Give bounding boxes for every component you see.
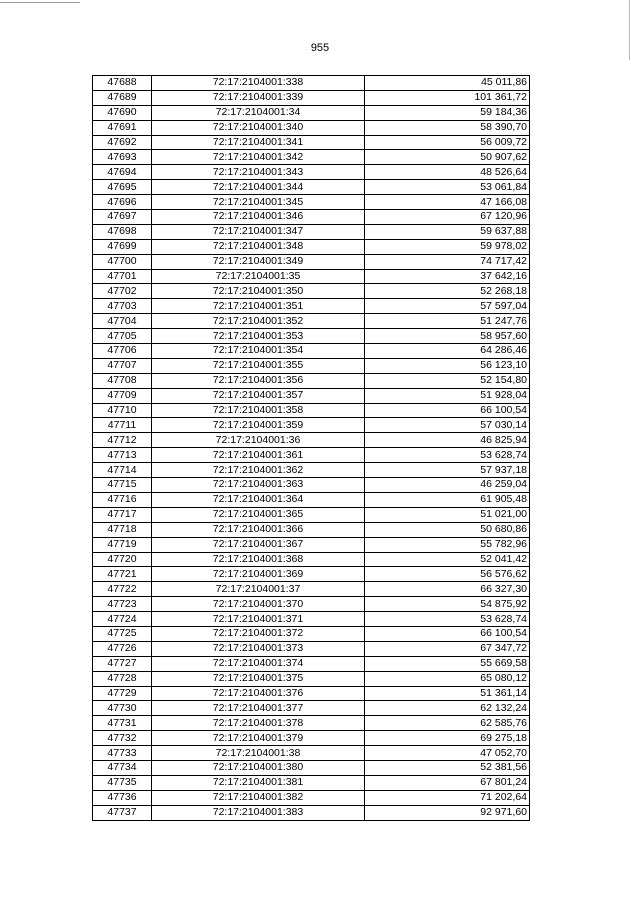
cadastral-number-cell: 72:17:2104001:367 (152, 537, 365, 552)
cadastral-number-cell: 72:17:2104001:372 (152, 626, 365, 641)
table-row (93, 671, 530, 686)
row-number-cell: 47691 (93, 120, 152, 135)
value-cell: 71 202,64 (365, 790, 530, 805)
row-number-cell: 47690 (93, 105, 152, 120)
cadastral-number-cell: 72:17:2104001:349 (152, 254, 365, 269)
value-cell: 53 628,74 (365, 612, 530, 627)
value-cell: 55 669,58 (365, 656, 530, 671)
row-number-cell: 47715 (93, 478, 152, 493)
value-cell: 64 286,46 (365, 344, 530, 359)
table-body (93, 76, 530, 821)
row-number-cell: 47688 (93, 76, 152, 91)
row-number-cell: 47734 (93, 760, 152, 775)
value-cell: 67 347,72 (365, 641, 530, 656)
cadastral-number-cell: 72:17:2104001:346 (152, 210, 365, 225)
value-cell: 58 957,60 (365, 329, 530, 344)
table-row (93, 463, 530, 478)
row-number-cell: 47719 (93, 537, 152, 552)
row-number-cell: 47729 (93, 686, 152, 701)
value-cell: 67 120,96 (365, 210, 530, 225)
table-row (93, 224, 530, 239)
table-row (93, 507, 530, 522)
row-number-cell: 47732 (93, 731, 152, 746)
value-cell: 56 009,72 (365, 135, 530, 150)
table-row (93, 731, 530, 746)
row-number-cell: 47696 (93, 195, 152, 210)
cadastral-number-cell: 72:17:2104001:355 (152, 358, 365, 373)
row-number-cell: 47721 (93, 567, 152, 582)
cadastral-number-cell: 72:17:2104001:345 (152, 195, 365, 210)
row-number-cell: 47727 (93, 656, 152, 671)
cadastral-number-cell: 72:17:2104001:358 (152, 403, 365, 418)
row-number-cell: 47717 (93, 507, 152, 522)
cadastral-number-cell: 72:17:2104001:37 (152, 582, 365, 597)
row-number-cell: 47703 (93, 299, 152, 314)
table-row (93, 552, 530, 567)
scan-artifact-line (0, 2, 80, 3)
row-number-cell: 47716 (93, 492, 152, 507)
table-row (93, 805, 530, 820)
cadastral-number-cell: 72:17:2104001:380 (152, 760, 365, 775)
cadastral-number-cell: 72:17:2104001:38 (152, 746, 365, 761)
table-row (93, 373, 530, 388)
row-number-cell: 47707 (93, 358, 152, 373)
cadastral-number-cell: 72:17:2104001:350 (152, 284, 365, 299)
value-cell: 57 937,18 (365, 463, 530, 478)
row-number-cell: 47695 (93, 180, 152, 195)
table-row (93, 120, 530, 135)
value-cell: 47 166,08 (365, 195, 530, 210)
cadastral-number-cell: 72:17:2104001:341 (152, 135, 365, 150)
cadastral-number-cell: 72:17:2104001:363 (152, 478, 365, 493)
cadastral-number-cell: 72:17:2104001:354 (152, 344, 365, 359)
value-cell: 61 905,48 (365, 492, 530, 507)
table-row (93, 195, 530, 210)
cadastral-number-cell: 72:17:2104001:379 (152, 731, 365, 746)
cadastral-number-cell: 72:17:2104001:359 (152, 418, 365, 433)
row-number-cell: 47736 (93, 790, 152, 805)
value-cell: 53 628,74 (365, 448, 530, 463)
cadastral-number-cell: 72:17:2104001:352 (152, 314, 365, 329)
value-cell: 50 680,86 (365, 522, 530, 537)
table-row (93, 254, 530, 269)
table-row (93, 582, 530, 597)
table-row (93, 641, 530, 656)
value-cell: 59 637,88 (365, 224, 530, 239)
cadastral-value-table (92, 75, 530, 821)
value-cell: 51 361,14 (365, 686, 530, 701)
table-row (93, 135, 530, 150)
table-row (93, 597, 530, 612)
cadastral-number-cell: 72:17:2104001:340 (152, 120, 365, 135)
table-row (93, 716, 530, 731)
row-number-cell: 47723 (93, 597, 152, 612)
table-row (93, 210, 530, 225)
table-row (93, 448, 530, 463)
value-cell: 56 123,10 (365, 358, 530, 373)
value-cell: 57 597,04 (365, 299, 530, 314)
row-number-cell: 47705 (93, 329, 152, 344)
row-number-cell: 47735 (93, 775, 152, 790)
table-row (93, 76, 530, 91)
row-number-cell: 47704 (93, 314, 152, 329)
value-cell: 66 100,54 (365, 403, 530, 418)
value-cell: 74 717,42 (365, 254, 530, 269)
row-number-cell: 47733 (93, 746, 152, 761)
table-row (93, 626, 530, 641)
row-number-cell: 47699 (93, 239, 152, 254)
value-cell: 45 011,86 (365, 76, 530, 91)
value-cell: 53 061,84 (365, 180, 530, 195)
table-row (93, 299, 530, 314)
row-number-cell: 47706 (93, 344, 152, 359)
table-row (93, 90, 530, 105)
table-row (93, 790, 530, 805)
cadastral-number-cell: 72:17:2104001:370 (152, 597, 365, 612)
cadastral-number-cell: 72:17:2104001:357 (152, 388, 365, 403)
row-number-cell: 47718 (93, 522, 152, 537)
table-row (93, 358, 530, 373)
cadastral-number-cell: 72:17:2104001:347 (152, 224, 365, 239)
row-number-cell: 47710 (93, 403, 152, 418)
table-row (93, 522, 530, 537)
cadastral-number-cell: 72:17:2104001:376 (152, 686, 365, 701)
cadastral-number-cell: 72:17:2104001:344 (152, 180, 365, 195)
cadastral-number-cell: 72:17:2104001:356 (152, 373, 365, 388)
cadastral-number-cell: 72:17:2104001:338 (152, 76, 365, 91)
table-row (93, 701, 530, 716)
cadastral-number-cell: 72:17:2104001:343 (152, 165, 365, 180)
row-number-cell: 47714 (93, 463, 152, 478)
table-row (93, 567, 530, 582)
value-cell: 37 642,16 (365, 269, 530, 284)
value-cell: 52 041,42 (365, 552, 530, 567)
cadastral-number-cell: 72:17:2104001:35 (152, 269, 365, 284)
value-cell: 57 030,14 (365, 418, 530, 433)
row-number-cell: 47702 (93, 284, 152, 299)
row-number-cell: 47725 (93, 626, 152, 641)
value-cell: 58 390,70 (365, 120, 530, 135)
value-cell: 101 361,72 (365, 90, 530, 105)
table-row (93, 239, 530, 254)
cadastral-number-cell: 72:17:2104001:339 (152, 90, 365, 105)
value-cell: 65 080,12 (365, 671, 530, 686)
table-row (93, 775, 530, 790)
cadastral-number-cell: 72:17:2104001:34 (152, 105, 365, 120)
row-number-cell: 47694 (93, 165, 152, 180)
table-row (93, 314, 530, 329)
value-cell: 52 268,18 (365, 284, 530, 299)
value-cell: 69 275,18 (365, 731, 530, 746)
table-row (93, 269, 530, 284)
table-row (93, 284, 530, 299)
row-number-cell: 47724 (93, 612, 152, 627)
value-cell: 67 801,24 (365, 775, 530, 790)
cadastral-number-cell: 72:17:2104001:351 (152, 299, 365, 314)
row-number-cell: 47709 (93, 388, 152, 403)
row-number-cell: 47737 (93, 805, 152, 820)
row-number-cell: 47731 (93, 716, 152, 731)
table-row (93, 760, 530, 775)
row-number-cell: 47701 (93, 269, 152, 284)
table-row (93, 418, 530, 433)
table-row (93, 746, 530, 761)
cadastral-number-cell: 72:17:2104001:366 (152, 522, 365, 537)
cadastral-number-cell: 72:17:2104001:371 (152, 612, 365, 627)
value-cell: 62 585,76 (365, 716, 530, 731)
cadastral-number-cell: 72:17:2104001:361 (152, 448, 365, 463)
value-cell: 54 875,92 (365, 597, 530, 612)
value-cell: 51 247,76 (365, 314, 530, 329)
value-cell: 51 928,04 (365, 388, 530, 403)
row-number-cell: 47693 (93, 150, 152, 165)
cadastral-number-cell: 72:17:2104001:353 (152, 329, 365, 344)
table-row (93, 180, 530, 195)
value-cell: 51 021,00 (365, 507, 530, 522)
value-cell: 56 576,62 (365, 567, 530, 582)
cadastral-number-cell: 72:17:2104001:373 (152, 641, 365, 656)
row-number-cell: 47722 (93, 582, 152, 597)
value-cell: 66 100,54 (365, 626, 530, 641)
table-row (93, 433, 530, 448)
value-cell: 92 971,60 (365, 805, 530, 820)
table-row (93, 537, 530, 552)
table-row (93, 388, 530, 403)
cadastral-number-cell: 72:17:2104001:377 (152, 701, 365, 716)
row-number-cell: 47726 (93, 641, 152, 656)
value-cell: 59 184,36 (365, 105, 530, 120)
value-cell: 66 327,30 (365, 582, 530, 597)
row-number-cell: 47730 (93, 701, 152, 716)
value-cell: 52 154,80 (365, 373, 530, 388)
value-cell: 62 132,24 (365, 701, 530, 716)
cadastral-number-cell: 72:17:2104001:36 (152, 433, 365, 448)
table-row (93, 105, 530, 120)
value-cell: 50 907,62 (365, 150, 530, 165)
row-number-cell: 47692 (93, 135, 152, 150)
table-row (93, 329, 530, 344)
value-cell: 46 259,04 (365, 478, 530, 493)
cadastral-number-cell: 72:17:2104001:348 (152, 239, 365, 254)
page-number: 955 (310, 42, 330, 54)
cadastral-number-cell: 72:17:2104001:342 (152, 150, 365, 165)
cadastral-number-cell: 72:17:2104001:383 (152, 805, 365, 820)
value-cell: 48 526,64 (365, 165, 530, 180)
cadastral-number-cell: 72:17:2104001:368 (152, 552, 365, 567)
cadastral-number-cell: 72:17:2104001:374 (152, 656, 365, 671)
table-row (93, 344, 530, 359)
table-row (93, 150, 530, 165)
value-cell: 46 825,94 (365, 433, 530, 448)
cadastral-number-cell: 72:17:2104001:382 (152, 790, 365, 805)
cadastral-number-cell: 72:17:2104001:365 (152, 507, 365, 522)
table-row (93, 686, 530, 701)
row-number-cell: 47713 (93, 448, 152, 463)
table-row (93, 403, 530, 418)
row-number-cell: 47712 (93, 433, 152, 448)
cadastral-number-cell: 72:17:2104001:369 (152, 567, 365, 582)
cadastral-number-cell: 72:17:2104001:375 (152, 671, 365, 686)
table-row (93, 478, 530, 493)
table-row (93, 492, 530, 507)
value-cell: 59 978,02 (365, 239, 530, 254)
row-number-cell: 47728 (93, 671, 152, 686)
cadastral-number-cell: 72:17:2104001:364 (152, 492, 365, 507)
row-number-cell: 47711 (93, 418, 152, 433)
row-number-cell: 47720 (93, 552, 152, 567)
cadastral-number-cell: 72:17:2104001:378 (152, 716, 365, 731)
row-number-cell: 47698 (93, 224, 152, 239)
row-number-cell: 47697 (93, 210, 152, 225)
row-number-cell: 47700 (93, 254, 152, 269)
value-cell: 55 782,96 (365, 537, 530, 552)
value-cell: 52 381,56 (365, 760, 530, 775)
cadastral-number-cell: 72:17:2104001:381 (152, 775, 365, 790)
row-number-cell: 47689 (93, 90, 152, 105)
table-row (93, 612, 530, 627)
cadastral-number-cell: 72:17:2104001:362 (152, 463, 365, 478)
table-row (93, 165, 530, 180)
value-cell: 47 052,70 (365, 746, 530, 761)
table-row (93, 656, 530, 671)
row-number-cell: 47708 (93, 373, 152, 388)
